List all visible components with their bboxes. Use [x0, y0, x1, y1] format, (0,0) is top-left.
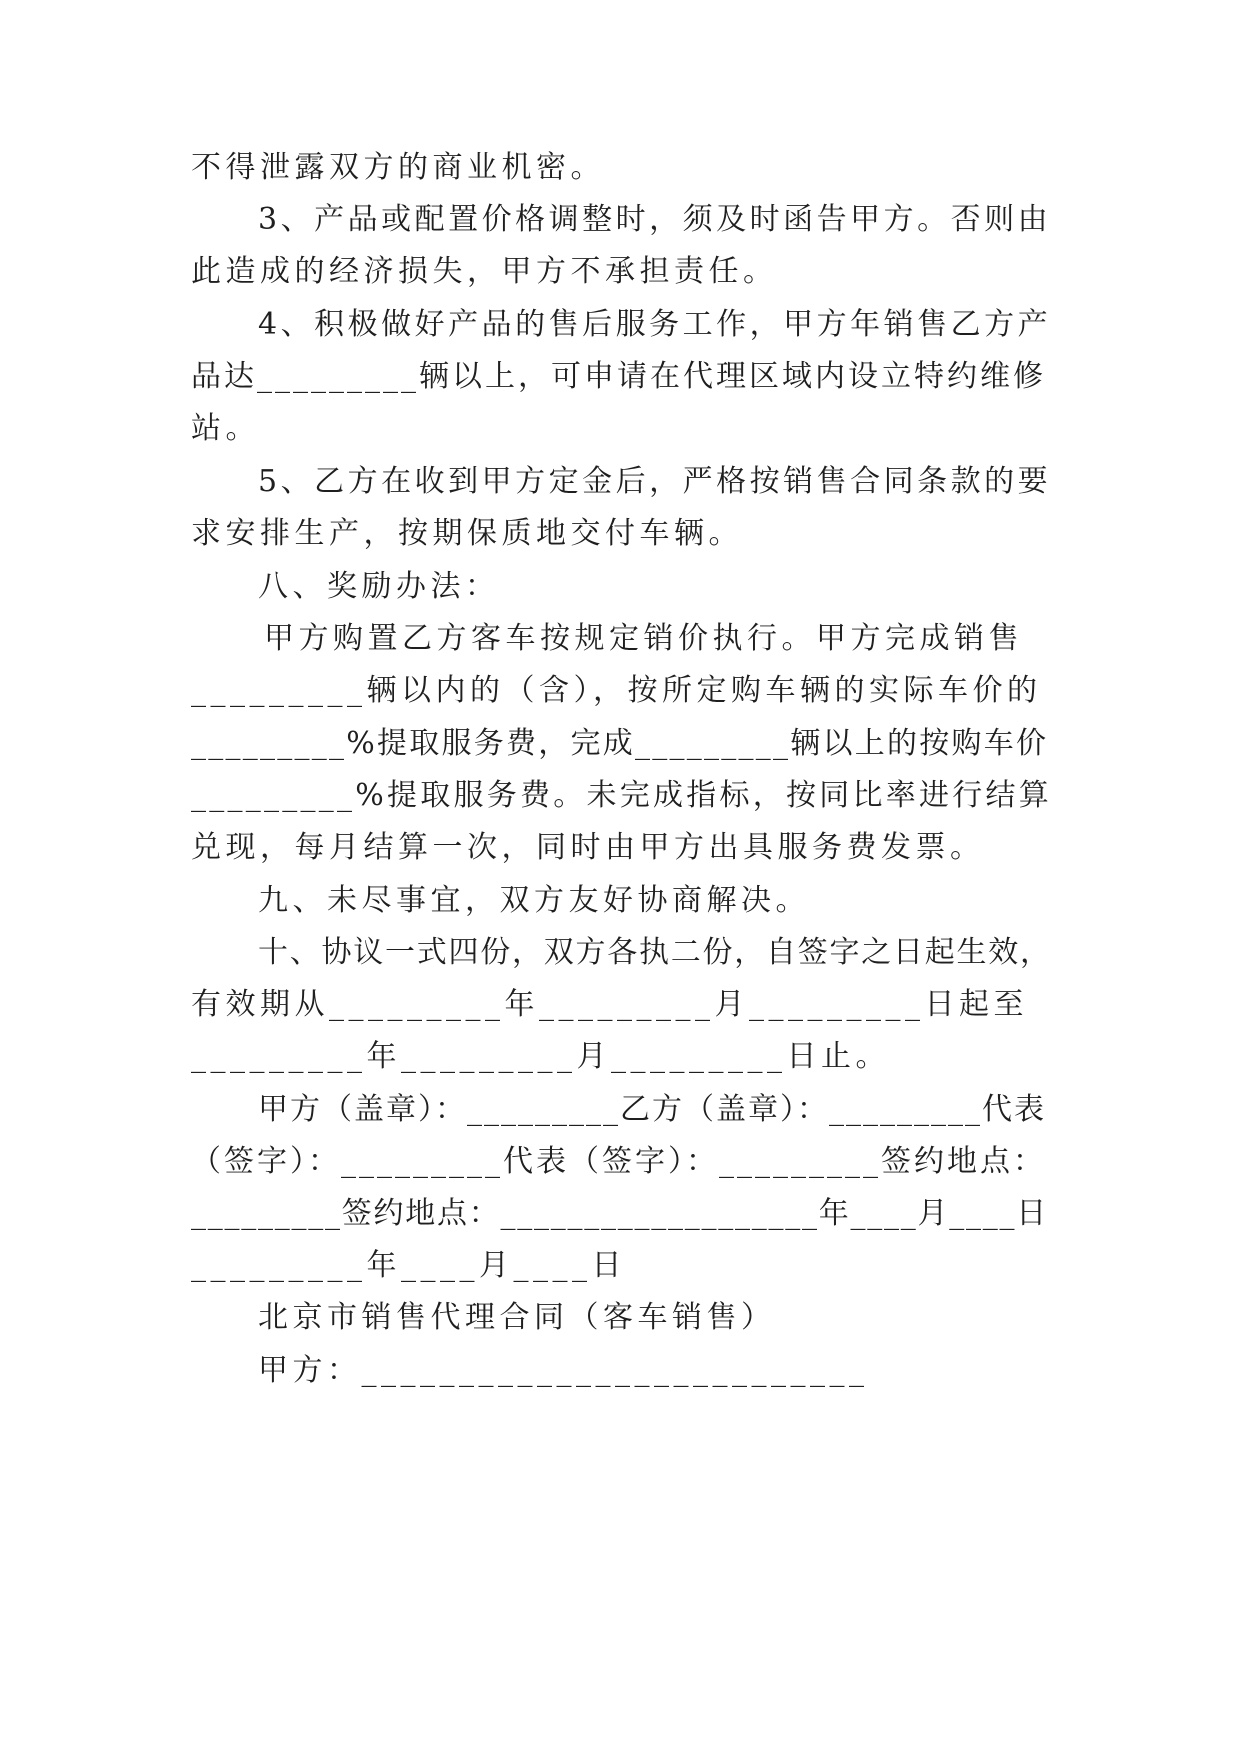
text-line: 站。 [191, 411, 260, 446]
text-line: 5、乙方在收到甲方定金后，严格按销售合同条款的要 [258, 464, 1052, 499]
text-line: _________辆以内的（含），按所定购车辆的实际车价的 [191, 673, 1042, 708]
text-line: 品达_________辆以上，可申请在代理区域内设立特约维修 [191, 359, 1046, 394]
section-heading: 十、协议一式四份，双方各执二份，自签字之日起生效， [258, 935, 1052, 970]
signature-line: _________年____月____日 [191, 1248, 626, 1283]
text-line: 甲方购置乙方客车按规定销价执行。甲方完成销售 [264, 621, 1023, 656]
text-line: 4、积极做好产品的售后服务工作，甲方年销售乙方产 [258, 307, 1052, 342]
text-line: 此造成的经济损失，甲方不承担责任。 [191, 254, 778, 289]
party-a-line: 甲方：__________________________ [258, 1353, 869, 1388]
text-line: _________年_________月_________日止。 [191, 1039, 890, 1074]
signature-line: 甲方（盖章）：_________乙方（盖章）：_________代表 [258, 1092, 1046, 1127]
text-line: _________%提取服务费。未完成指标，按同比率进行结算 [191, 778, 1053, 813]
text-line: 不得泄露双方的商业机密。 [191, 150, 605, 185]
text-line: 兑现，每月结算一次，同时由甲方出具服务费发票。 [191, 830, 985, 865]
contract-title: 北京市销售代理合同（客车销售） [258, 1300, 776, 1335]
text-line: _________%提取服务费，完成_________辆以上的按购车价 [191, 726, 1049, 761]
section-heading: 九、未尽事宜，双方友好协商解决。 [258, 883, 810, 918]
text-line: 有效期从_________年_________月_________日起至 [191, 987, 1028, 1022]
text-line: 求安排生产，按期保质地交付车辆。 [191, 516, 743, 551]
text-line: 3、产品或配置价格调整时，须及时函告甲方。否则由 [258, 202, 1052, 237]
signature-line: （签字）：_________代表（签字）：_________签约地点： [191, 1144, 1046, 1179]
signature-line: _________签约地点：___________________年____月____日 [191, 1196, 1048, 1231]
section-heading: 八、奖励办法： [258, 569, 500, 604]
